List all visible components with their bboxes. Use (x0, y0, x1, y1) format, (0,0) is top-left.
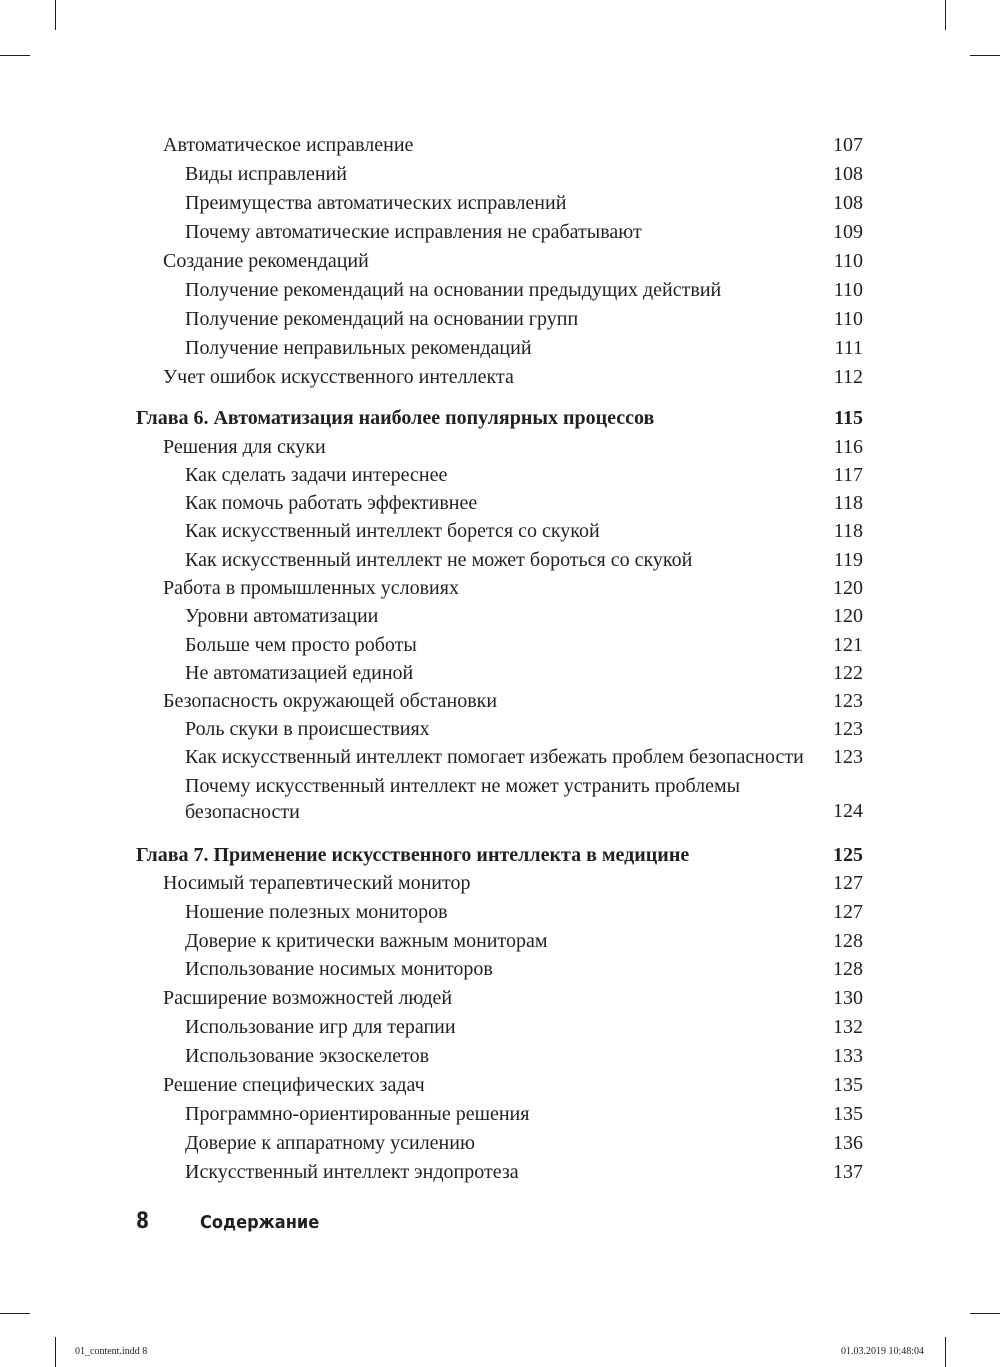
toc-title: Автоматическое исправление (163, 134, 414, 156)
toc-title: Роль скуки в происшествиях (185, 718, 430, 740)
running-head: Содержание (200, 1212, 320, 1233)
crop-mark (945, 1337, 946, 1367)
slug-filename: 01_content.indd 8 (75, 1346, 148, 1357)
toc-entry (0, 743, 1000, 771)
toc-page-number: 108 (833, 192, 863, 214)
toc-entry (0, 1158, 1000, 1186)
toc-title: Получение рекомендаций на основании предыдущих действий (185, 279, 722, 301)
toc-title: Использование носимых мониторов (185, 958, 493, 980)
toc-page-number: 132 (833, 1016, 863, 1038)
toc-page-number: 119 (833, 549, 863, 571)
toc-page-number: 107 (833, 134, 863, 156)
toc-title: Доверие к критически важным мониторам (185, 930, 548, 952)
crop-mark (55, 1337, 56, 1367)
toc-entry (0, 363, 1000, 391)
toc-entry (0, 131, 1000, 159)
toc-chapter (0, 404, 1000, 432)
toc-entry (0, 772, 1000, 823)
toc-page-number: 130 (833, 987, 863, 1009)
toc-page-number: 108 (833, 163, 863, 185)
toc-page-number: 111 (834, 337, 863, 359)
toc-entry (0, 715, 1000, 743)
toc-page-number: 121 (833, 634, 863, 656)
toc-entry (0, 898, 1000, 926)
toc-title: Ношение полезных мониторов (185, 901, 448, 923)
crop-mark (945, 0, 946, 30)
toc-page-number: 116 (833, 436, 863, 458)
toc-page-number: 125 (833, 844, 863, 866)
crop-mark (970, 1313, 1000, 1314)
toc-entry (0, 1071, 1000, 1099)
toc-title: Создание рекомендаций (163, 250, 369, 272)
toc-title: Виды исправлений (185, 163, 347, 185)
toc-entry (0, 546, 1000, 574)
toc-title: Как сделать задачи интереснее (185, 464, 448, 486)
toc-page-number: 128 (833, 930, 863, 952)
toc-page-number: 112 (833, 366, 863, 388)
toc-title: Почему искусственный интеллект не может устранить проблемы безопасности (185, 775, 741, 823)
toc-title: Носимый терапевтический монитор (163, 872, 471, 894)
toc-title: Почему автоматические исправления не срабатывают (185, 221, 642, 243)
toc-entry (0, 659, 1000, 687)
toc-title: Доверие к аппаратному усилению (185, 1132, 475, 1154)
toc-entry (0, 189, 1000, 217)
toc-page-number: 123 (833, 690, 863, 712)
toc-entry (0, 631, 1000, 659)
toc-title: Использование игр для терапии (185, 1016, 456, 1038)
toc-title: Работа в промышленных условиях (163, 577, 459, 599)
toc-title: Больше чем просто роботы (185, 634, 417, 656)
toc-page-number: 123 (833, 746, 863, 768)
toc-page-number: 127 (833, 872, 863, 894)
toc-chapter (0, 841, 1000, 869)
toc-entry (0, 247, 1000, 275)
toc-entry (0, 984, 1000, 1012)
toc-page-number: 120 (833, 605, 863, 627)
toc-title: Как искусственный интеллект не может бороться со скукой (185, 549, 693, 571)
toc-entry (0, 489, 1000, 517)
toc-page-number: 133 (833, 1045, 863, 1067)
toc-page-number: 109 (833, 221, 863, 243)
toc-page-number: 110 (833, 308, 863, 330)
crop-mark (0, 55, 30, 56)
toc-page-number: 115 (834, 407, 863, 429)
toc-entry (0, 574, 1000, 602)
crop-mark (55, 0, 56, 30)
toc-title: Программно-ориентированные решения (185, 1103, 530, 1125)
toc-page-number: 137 (833, 1161, 863, 1183)
toc-page-number: 123 (833, 718, 863, 740)
toc-page-number: 118 (833, 492, 863, 514)
page-number: 8 (136, 1209, 150, 1234)
toc-entry (0, 305, 1000, 333)
toc-entry (0, 276, 1000, 304)
toc-title: Преимущества автоматических исправлений (185, 192, 567, 214)
toc-page-number: 110 (833, 250, 863, 272)
toc-entry (0, 602, 1000, 630)
toc-entry (0, 1042, 1000, 1070)
toc-entry (0, 955, 1000, 983)
toc-entry (0, 927, 1000, 955)
toc-page-number: 135 (833, 1074, 863, 1096)
toc-entry (0, 687, 1000, 715)
crop-mark (0, 1313, 30, 1314)
toc-title: Не автоматизацией единой (185, 662, 414, 684)
toc-entry (0, 1013, 1000, 1041)
toc-entry (0, 869, 1000, 897)
toc-page-number: 117 (833, 464, 863, 486)
toc-title: Решения для скуки (163, 436, 326, 458)
toc-title: Как искусственный интеллект борется со скукой (185, 520, 600, 542)
toc-page-number: 128 (833, 958, 863, 980)
toc-page-number: 118 (833, 520, 863, 542)
toc-title: Получение неправильных рекомендаций (185, 337, 532, 359)
toc-page-number: 122 (833, 662, 863, 684)
toc-title: Использование экзоскелетов (185, 1045, 430, 1067)
toc-title: Глава 7. Применение искусственного интеллекта в медицине (136, 844, 690, 866)
toc-entry (0, 1100, 1000, 1128)
toc-title: Безопасность окружающей обстановки (163, 690, 498, 712)
toc-title: Учет ошибок искусственного интеллекта (163, 366, 514, 388)
toc-entry (0, 461, 1000, 489)
toc-entry (0, 1129, 1000, 1157)
toc-page-number: 124 (833, 800, 863, 822)
toc-page-number: 110 (833, 279, 863, 301)
toc-title: Решение специфических задач (163, 1074, 425, 1096)
toc-title: Получение рекомендаций на основании групп (185, 308, 579, 330)
toc-title: Расширение возможностей людей (163, 987, 453, 1009)
toc-page-number: 127 (833, 901, 863, 923)
crop-mark (970, 55, 1000, 56)
toc-title: Как искусственный интеллект помогает избежать проблем безопасности (185, 746, 804, 768)
toc-entry (0, 218, 1000, 246)
toc-entry (0, 517, 1000, 545)
toc-page-number: 120 (833, 577, 863, 599)
toc-title: Как помочь работать эффективнее (185, 492, 478, 514)
toc-title: Глава 6. Автоматизация наиболее популярных процессов (136, 407, 655, 429)
toc-title: Уровни автоматизации (185, 605, 379, 627)
toc-title: Искусственный интеллект эндопротеза (185, 1161, 519, 1183)
toc-entry (0, 433, 1000, 461)
slug-datetime: 01.03.2019 10:48:04 (840, 1346, 924, 1357)
toc-entry (0, 334, 1000, 362)
toc-entry (0, 160, 1000, 188)
toc-page-number: 136 (833, 1132, 863, 1154)
toc-page-number: 135 (833, 1103, 863, 1125)
